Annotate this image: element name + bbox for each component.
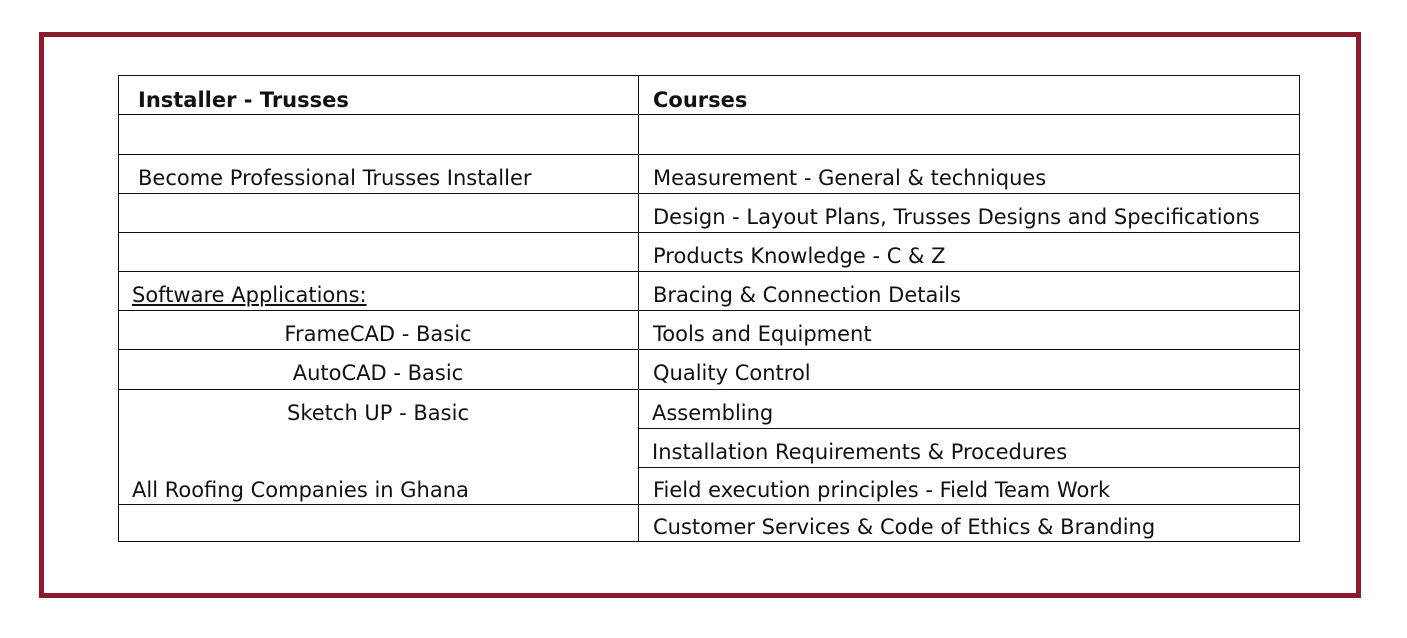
table-border-right — [1299, 75, 1300, 542]
software-framecad: FrameCAD - Basic — [284, 321, 472, 346]
header-courses: Courses — [653, 88, 748, 112]
course-item: Measurement - General & techniques — [653, 165, 1047, 190]
course-item: Installation Requirements & Procedures — [652, 439, 1068, 464]
software-sketchup: Sketch UP - Basic — [287, 400, 469, 425]
courses-table — [118, 75, 1300, 542]
header-installer-trusses: Installer - Trusses — [138, 88, 349, 112]
table-border-left — [118, 75, 119, 542]
course-item: Products Knowledge - C & Z — [653, 243, 946, 268]
course-item: Quality Control — [653, 361, 811, 385]
course-item: Design - Layout Plans, Trusses Designs and Specifications — [653, 204, 1260, 229]
course-item: Tools and Equipment — [653, 321, 872, 346]
role-title: Become Professional Trusses Installer — [138, 165, 532, 190]
course-item: Assembling — [652, 400, 774, 425]
course-item: Field execution principles - Field Team Work — [653, 477, 1111, 502]
software-autocad: AutoCAD - Basic — [292, 361, 464, 385]
column-divider — [638, 75, 639, 542]
course-item: Customer Services & Code of Ethics & Branding — [653, 514, 1156, 539]
target-audience: All Roofing Companies in Ghana — [132, 477, 469, 502]
course-item: Bracing & Connection Details — [653, 282, 961, 307]
software-heading: Software Applications: — [132, 282, 367, 307]
